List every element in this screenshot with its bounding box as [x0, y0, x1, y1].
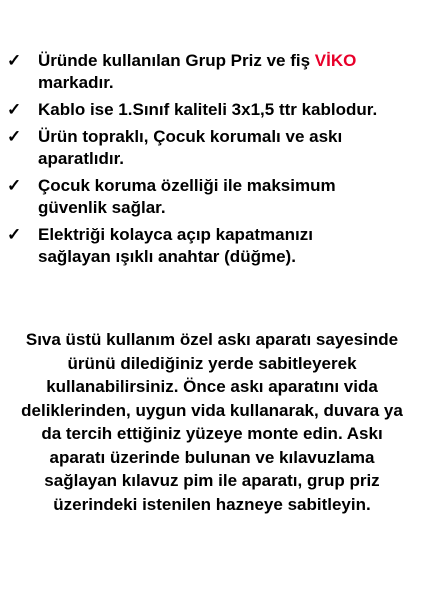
feature-list	[0, 50, 424, 273]
feature-text-continuation: sağlayan ışıklı anahtar (düğme).	[38, 247, 296, 266]
feature-item-grounding	[0, 126, 424, 170]
instruction-line: Sıva üstü kullanım özel askı aparatı sayesinde	[25, 330, 399, 349]
feature-text: Ürün topraklı, Çocuk korumalı ve askı	[38, 127, 343, 146]
mounting-instructions	[0, 328, 424, 516]
feature-text: Çocuk koruma özelliği ile maksimum	[38, 176, 336, 195]
feature-item-brand	[0, 50, 424, 94]
feature-text-continuation: güvenlik sağlar.	[38, 198, 166, 217]
checkmark-icon: ✓	[7, 225, 22, 244]
checkmark-icon: ✓	[7, 127, 22, 146]
checkmark-icon: ✓	[7, 51, 22, 70]
instruction-line: sağlayan kılavuz pim ile aparatı, grup priz	[44, 471, 380, 490]
feature-text: Kablo ise 1.Sınıf kaliteli 3x1,5 ttr kablodur.	[38, 100, 378, 119]
instruction-line: ürünü dilediğiniz yerde sabitleyerek	[67, 353, 357, 373]
feature-item-switch	[0, 224, 424, 268]
feature-item-child-safety	[0, 175, 424, 219]
checkmark-icon: ✓	[7, 100, 22, 119]
instruction-line: da tercih ettiğiniz yüzeye monte edin. Askı	[41, 424, 383, 443]
feature-text-continuation: markadır.	[38, 73, 114, 92]
feature-item-cable	[0, 99, 424, 121]
feature-text-continuation: aparatlıdır.	[38, 149, 124, 168]
feature-text: Üründe kullanılan Grup Priz ve fiş	[38, 51, 315, 70]
instruction-line: deliklerinden, uygun vida kullanarak, duvara ya	[21, 400, 403, 420]
brand-name: VİKO	[314, 51, 357, 70]
instruction-line: üzerindeki istenilen hazneye sabitleyin.	[53, 494, 371, 514]
instruction-line: kullanabilirsiniz. Önce askı aparatını vida	[46, 377, 378, 396]
feature-text: Elektriği kolayca açıp kapatmanızı	[38, 225, 313, 244]
instruction-line: aparatı üzerinde bulunan ve kılavuzlama	[49, 447, 375, 467]
checkmark-icon: ✓	[7, 176, 22, 195]
